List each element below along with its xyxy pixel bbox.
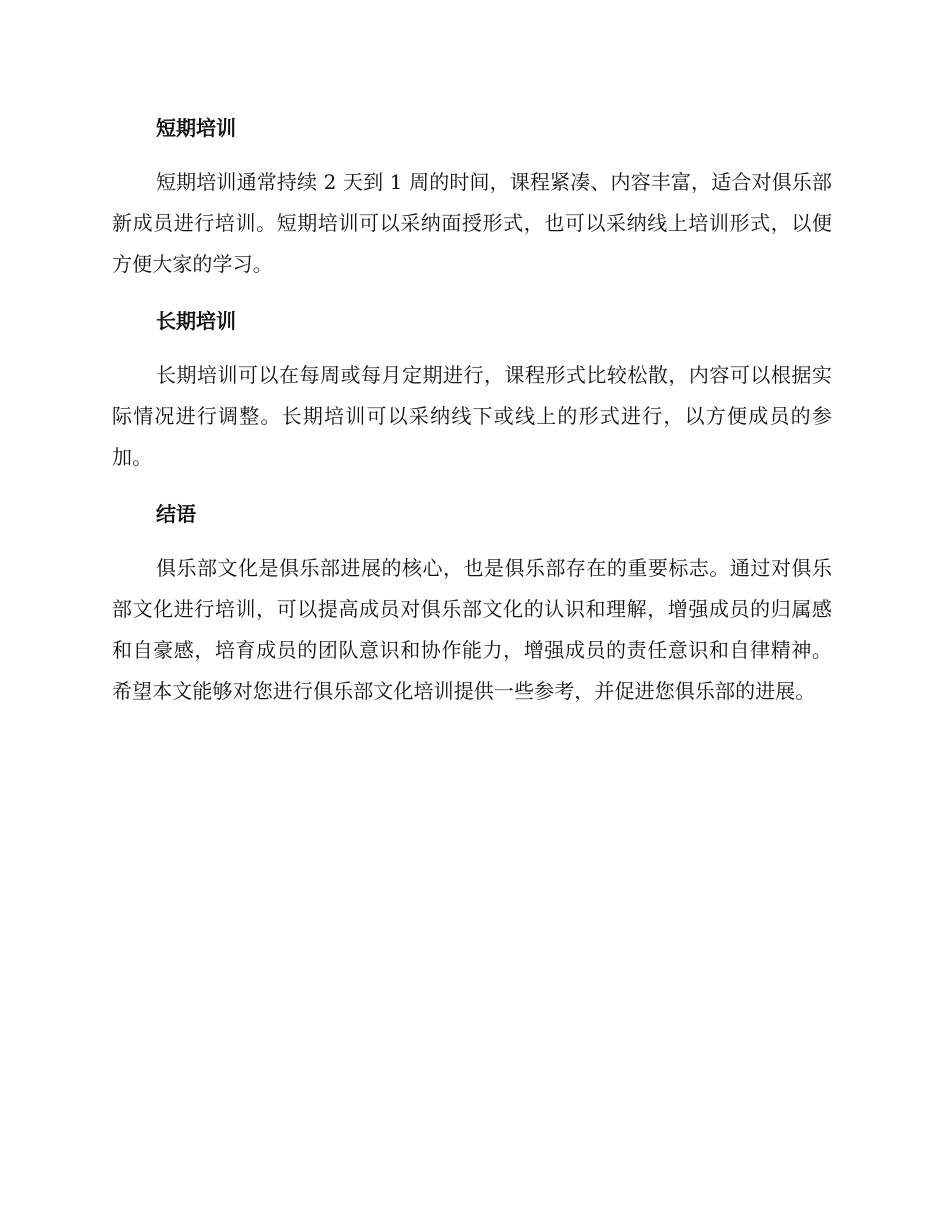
paragraph-conclusion: 俱乐部文化是俱乐部进展的核心，也是俱乐部存在的重要标志。通过对俱乐部文化进行培训，可以提高成员对俱乐部文化的认识和理解，增强成员的归属感和自豪感，培育成员的团队意识和协作能力，增强成员的责任意识和自律精神。希望本文能够对您进行俱乐部文化培训提供一些参考，并促进您俱乐部的进展。 bbox=[112, 556, 832, 703]
paragraph-short-term-training: 短期培训通常持续 2 天到 1 周的时间，课程紧凑、内容丰富，适合对俱乐部新成员进行培训。短期培训可以采纳面授形式，也可以采纳线上培训形式，以便方便大家的学习。 bbox=[112, 170, 832, 276]
paragraph-long-term-training: 长期培训可以在每周或每月定期进行，课程形式比较松散，内容可以根据实际情况进行调整。长期培训可以采纳线下或线上的形式进行，以方便成员的参加。 bbox=[112, 363, 832, 469]
document-body bbox=[112, 108, 832, 728]
section-heading-conclusion: 结语 bbox=[156, 502, 196, 526]
section-heading-long-term-training: 长期培训 bbox=[156, 309, 236, 333]
section-heading-short-term-training: 短期培训 bbox=[156, 116, 236, 140]
